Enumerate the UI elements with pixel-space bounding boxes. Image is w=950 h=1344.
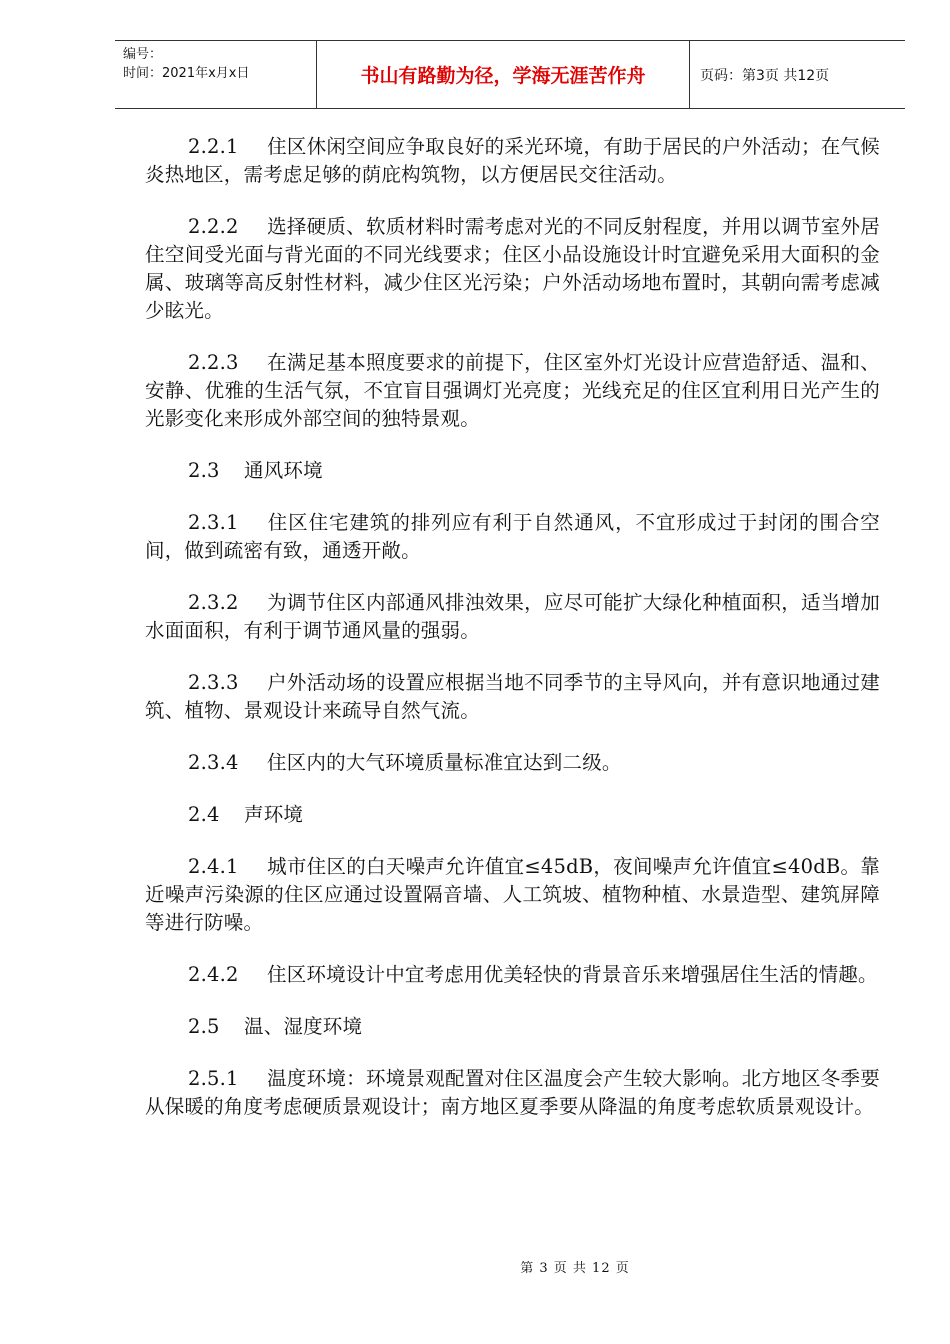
paragraph-2-5-1: [145, 1065, 880, 1121]
heading-2-4: [145, 801, 880, 829]
paragraph-2-2-1: [145, 133, 880, 189]
paragraph-2-3-4: [145, 749, 880, 777]
header-meta-cell: [115, 41, 317, 108]
heading-2-5: [145, 1013, 880, 1041]
motto-text: 书山有路勤为径，学海无涯苦作舟: [360, 65, 646, 87]
paragraph-2-3-2: [145, 589, 880, 645]
page-info: 页码：第3页 共12页: [700, 67, 830, 84]
header-motto-cell: [317, 41, 690, 108]
section-number: 2.4: [188, 803, 220, 826]
paragraph-2-2-3: [145, 349, 880, 433]
section-number: 2.5.1: [188, 1067, 239, 1090]
section-number: 2.3.1: [188, 511, 239, 534]
section-number: 2.3: [188, 459, 220, 482]
paragraph-text: 住区内的大气环境质量标准宜达到二级。: [267, 751, 622, 774]
paragraph-2-2-2: [145, 213, 880, 325]
paragraph-2-4-1: [145, 853, 880, 937]
section-number: 2.2.2: [188, 215, 239, 238]
paragraph-text: 为调节住区内部通风排浊效果，应尽可能扩大绿化种植面积，适当增加水面面积，有利于调节通风量的强弱。: [145, 591, 880, 642]
paragraph-2-3-1: [145, 509, 880, 565]
section-number: 2.3.3: [188, 671, 239, 694]
paragraph-text: 户外活动场的设置应根据当地不同季节的主导风向，并有意识地通过建筑、植物、景观设计来疏导自然气流。: [145, 671, 880, 722]
paragraph-text: 住区住宅建筑的排列应有利于自然通风，不宜形成过于封闭的围合空间，做到疏密有致，通透开敞。: [145, 511, 880, 562]
paragraph-2-3-3: [145, 669, 880, 725]
paragraph-text: 住区环境设计中宜考虑用优美轻快的背景音乐来增强居住生活的情趣。: [267, 963, 878, 986]
section-heading: 通风环境: [244, 459, 323, 482]
section-number: 2.4.2: [188, 963, 239, 986]
paragraph-text: 城市住区的白天噪声允许值宜≤45dB，夜间噪声允许值宜≤40dB。靠近噪声污染源的住区应通过设置隔音墙、人工筑坡、植物种植、水景造型、建筑屏障等进行防噪。: [145, 855, 880, 934]
section-number: 2.4.1: [188, 855, 239, 878]
time-label: 时间：2021年x月x日: [123, 66, 250, 81]
section-heading: 温、湿度环境: [244, 1015, 363, 1038]
number-label: 编号：: [123, 47, 163, 62]
paragraph-text: 选择硬质、软质材料时需考虑对光的不同反射程度，并用以调节室外居住空间受光面与背光面的不同光线要求；住区小品设施设计时宜避免采用大面积的金属、玻璃等高反射性材料，减少住区光污染；户外活动场地布置时，其朝向需考虑减少眩光。: [145, 215, 880, 322]
document-header: [115, 40, 905, 109]
heading-2-3: [145, 457, 880, 485]
document-body: [145, 133, 880, 1145]
page-footer: [0, 1257, 950, 1276]
header-page-cell: [690, 41, 905, 108]
section-number: 2.5: [188, 1015, 220, 1038]
section-number: 2.3.2: [188, 591, 239, 614]
paragraph-text: 温度环境：环境景观配置对住区温度会产生较大影响。北方地区冬季要从保暖的角度考虑硬质景观设计；南方地区夏季要从降温的角度考虑软质景观设计。: [145, 1067, 880, 1118]
section-number: 2.2.1: [188, 135, 239, 158]
paragraph-2-4-2: [145, 961, 880, 989]
section-number: 2.3.4: [188, 751, 239, 774]
section-number: 2.2.3: [188, 351, 239, 374]
paragraph-text: 住区休闲空间应争取良好的采光环境，有助于居民的户外活动；在气候炎热地区，需考虑足够的荫庇构筑物，以方便居民交往活动。: [145, 135, 880, 186]
footer-page-number: 第 3 页 共 12 页: [520, 1261, 630, 1276]
paragraph-text: 在满足基本照度要求的前提下，住区室外灯光设计应营造舒适、温和、安静、优雅的生活气氛，不宜盲目强调灯光亮度；光线充足的住区宜利用日光产生的光影变化来形成外部空间的独特景观。: [145, 351, 880, 430]
section-heading: 声环境: [244, 803, 304, 826]
